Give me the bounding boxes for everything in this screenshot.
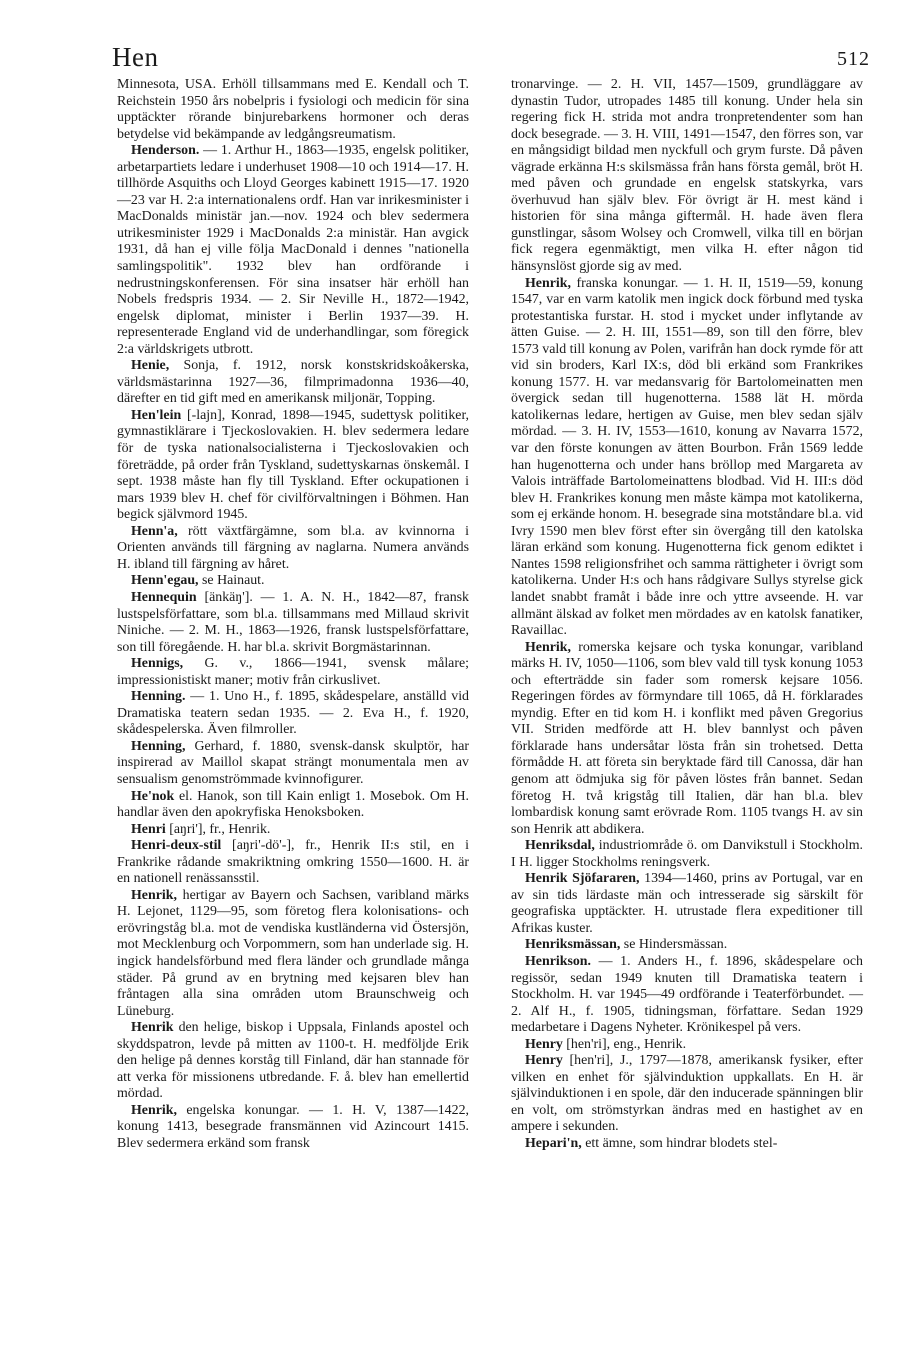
dictionary-entry (511, 1136, 863, 1153)
running-headword: Hen (112, 42, 159, 72)
entry-headword: Henrik, (525, 275, 571, 291)
entry-text: el. Hanok, son till Kain enligt 1. Mosebok. Om H. handlar även den apokryfiska Henoksboken. (117, 788, 469, 821)
entry-text: [hen'ri], eng., Henrik. (562, 1036, 687, 1052)
entry-headword: Henry (525, 1036, 563, 1052)
entry-headword: Henrik, (131, 887, 177, 903)
entry-text: Sonja, f. 1912, norsk konstskridskoåkerska, världsmästarinna 1927—36, filmprimadonna 1936—40, därefter en tid gift med en amerikansk miljonär, Topping. (117, 358, 469, 407)
entry-text: — 1. Arthur H., 1863—1935, engelsk politiker, arbetarpartiets ledare i underhuset 1908—10 och 1914—17. H. tillhörde Asquiths och Lloyd Georges kabinett 1915—17. 1920—23 var H. 2:a internationalens ordf. Han var inrikesminister i MacDonalds ministär jan.—nov. 1924 och blev sedermera utrikesminister 1929 i MacDonalds 2:a ministär. Han avgick 1931, då han ej ville följa MacDonald i dennes "nationella samlingspolitik". 1932 blev han ordförande i nedrustningskonferensen. För sina insatser här erhöll han Nobels fredspris 1934. — 2. Sir Neville H., 1872—1942, engelsk diplomat, minister i Berlin 1937—39. H. representerade England vid de underhandlingar, som föregick 2:a världskrigets utbrott. (117, 143, 469, 357)
dictionary-entry (117, 789, 469, 822)
entry-text: tronarvinge. — 2. H. VII, 1457—1509, grundläggare av dynastin Tudor, utropades 1485 till konung. Under hela sin regering fick H. strida mot andra tronpretendenter som han dock besegrade. — 3. H. VIII, 1491—1547, den förres son, var en mångsidigt bildad men nyckfull och grym furste. Då påven vägrade erkänna H:s skilsmässa från hans första gemål, bröt H. med påven och grundade en engelsk statskyrka, vars överhuvud han själv blev. För övrigt är H. mest känd i historien för sina många giftermål. H. hade även flera gunstlingar, såsom Wolsey och Cromwell, vilka till en början fick regera egenmäktigt, men vilka H. efter någon tid hänsynslöst gjorde sig av med. (511, 77, 863, 275)
dictionary-entry (117, 358, 469, 408)
dictionary-entry (117, 888, 469, 1020)
dictionary-entry (117, 1103, 469, 1153)
entry-headword: Henri-deux-stil (131, 838, 222, 854)
dictionary-entry (511, 871, 863, 937)
entry-text: [änkäŋ']. — 1. A. N. H., 1842—87, fransk lustspelsförfattare, som bl.a. tillsammans med Millaud skrivit Niniche. — 2. M. H., 1863—1926, fransk lustspelsförfattare, son till föregående. H. har bl.a. skrivit Borgmästarinnan. (117, 589, 469, 655)
entry-headword: Hennequin (131, 589, 197, 605)
entry-headword: Henn'a, (131, 523, 178, 539)
entry-text: G. v., 1866—1941, svensk målare; impressionistiskt maner; motiv från cirkuslivet. (117, 656, 469, 688)
dictionary-entry (117, 77, 469, 143)
page-header (112, 40, 872, 74)
dictionary-entry (511, 77, 863, 276)
entry-text: 1394—1460, prins av Portugal, var en av sin tids lärdaste män och intresserade sig särskilt för geografiska upptäckter. H. utrustade flera expeditioner till Afrikas kuster. (511, 871, 863, 936)
entry-text: den helige, biskop i Uppsala, Finlands apostel och skyddspatron, levde på mitten av 1100-t. H. medföljde Erik den helige på dennes korståg till Finland, där han stannade för att verka för missionens utbredande. F. å. blev han emellertid mördad. (117, 1020, 469, 1102)
dictionary-entry (117, 656, 469, 689)
entry-headword: Hen'lein (131, 407, 182, 423)
dictionary-entry (117, 143, 469, 358)
entry-text: [-lajn], Konrad, 1898—1945, sudettysk politiker, gymnastiklärare i Tjeckoslovakien. H. blev sedermera ledare för de tyska nationalsocialisterna i Tjeckoslovakien och företrädde, på order från Tyskland, sudettyskarnas önskemål. I sept. 1938 måste han fly till Tyskland. Efter ockupationen i mars 1939 blev H. chef för civilförvaltningen i Böhmen. Han begick självmord 1945. (117, 407, 469, 523)
entry-text: se Hainaut. (198, 573, 265, 589)
dictionary-entry (511, 1037, 863, 1054)
entry-headword: Henie, (131, 358, 170, 374)
entry-text: se Hindersmässan. (620, 937, 728, 953)
entry-headword: Henrik Sjöfararen, (525, 871, 640, 887)
dictionary-entry (511, 937, 863, 954)
entry-headword: Henriksmässan, (525, 937, 621, 953)
entry-headword: He'nok (131, 788, 175, 804)
dictionary-entry (117, 408, 469, 524)
entry-text: [hen'ri], J., 1797—1878, amerikansk fysiker, efter vilken en enhet för självinduktion uppkallats. En H. är självinduktionen i en spole, där den inducerade spänningen blir en volt, om strömstyrkan ändras med en hastighet av en ampere i sekunden. (511, 1053, 863, 1135)
right-column (511, 77, 863, 1153)
entry-headword: Henry (525, 1053, 563, 1069)
entry-text: ett ämne, som hindrar blodets stel- (581, 1136, 778, 1151)
left-column (117, 77, 469, 1153)
entry-headword: Hennigs, (131, 656, 184, 672)
dictionary-entry (117, 1020, 469, 1103)
dictionary-entry (117, 573, 469, 590)
entry-text: [aŋri'-dö'-], fr., Henrik II:s stil, en i Frankrike rådande smakriktning omkring 1550—1600. H. är en nationell renässansstil. (117, 838, 469, 887)
entry-text: — 1. Uno H., f. 1895, skådespelare, anställd vid Dramatiska teatern sedan 1935. — 2. Eva H., f. 1920, skådespelerska. Även filmroller. (117, 689, 469, 738)
dictionary-entry (117, 524, 469, 574)
entry-headword: Henriksdal, (525, 838, 595, 854)
dictionary-entry (511, 640, 863, 839)
entry-headword: Hepari'n, (525, 1136, 582, 1151)
entry-text: Minnesota, USA. Erhöll tillsammans med E. Kendall och T. Reichstein 1950 års nobelpris i fysiologi och medicin för sina upptäckter rörande binjurebarkens hormoner och deras betydelse vid bekämpande av ledgångsreumatism. (117, 77, 469, 142)
entry-headword: Henning. (131, 689, 186, 705)
entry-text: industriområde ö. om Danvikstull i Stockholm. I H. ligger Stockholms reningsverk. (511, 838, 863, 870)
entry-headword: Henrik (131, 1020, 174, 1036)
dictionary-entry (511, 1053, 863, 1136)
dictionary-entry (511, 838, 863, 871)
entry-headword: Henn'egau, (131, 573, 199, 589)
dictionary-entry (117, 739, 469, 789)
entry-text: [aŋri'], fr., Henrik. (165, 821, 271, 837)
dictionary-entry (117, 838, 469, 888)
entry-headword: Henning, (131, 738, 186, 754)
entry-text: Gerhard, f. 1880, svensk-dansk skulptör, har inspirerad av Maillol skapat strängt monumentala men av sensualism genomströmmade kvinnofigurer. (117, 738, 469, 787)
entry-headword: Henrikson. (525, 953, 591, 969)
entry-text: hertigar av Bayern och Sachsen, varibland märks H. Lejonet, 1129—95, som företog flera kolonisations- och erövringståg bl.a. mot de vendiska kustländerna vid Östersjön, mot Mecklenburg och Vorpommern, som han underlade sig. H. ingick handelsförbund med flera länder och grundlade många städer. På grund av en brytning med kejsaren blev han fråntagen alla sina områden utom Braunschweig och Lüneburg. (117, 887, 469, 1019)
entry-headword: Henri (131, 821, 166, 837)
entry-text: franska konungar. — 1. H. II, 1519—59, konung 1547, var en varm katolik men ingick dock förbund med tyska protestantiska furstar. H. stod i mycket under inflytande av ätten Guise. — 2. H. III, 1551—89, son till den förre, blev 1573 vald till konung av Polen, varifrån han dock rymde för att vid sin broders, Karl IX:s, död bli erkänd som Frankrikes konung 1577. H. var medansvarig för Bartolomeinatten men övergick sedan till hugenotterna. 1588 lät H. mörda katolikernas ledare, hertigen av Guise, men blev sedan själv mördad. — 3. H. IV, 1553—1610, konung av Navarra 1572, var den förste konungen av ätten Bourbon. Från 1569 ledde han hugenotterna och under hans bröllop med Margareta av Valois inträffade Bartolomeinattens blodbad. Vid H. III:s död blev H. Frankrikes konung men måste kämpa mot katolikerna, som ej erkände honom. H. besegrade sina motståndare bl.a. vid Ivry 1590 men blev först efter sin övergång till den katolska läran erkänd som konung. Hugenotterna fick genom ediktet i Nantes 1598 religionsfrihet och samma rättigheter i övrigt som katolikerna. Under H:s och hans rådgivare Sullys styrelse gick landet snabbt framåt i både inre och yttre avseende. H. var allmänt älskad av folket men mördades av en katolsk fanatiker, Ravaillac. (511, 275, 863, 639)
entry-text: — 1. Anders H., f. 1896, skådespelare och regissör, sedan 1949 knuten till Dramatiska teatern i Stockholm. H. var 1945—49 ordförande i Teaterförbundet. — 2. Alf H., f. 1905, tidningsman, författare. Sedan 1929 medarbetare i Dagens Nyheter. Krönikespel på vers. (511, 953, 863, 1036)
dictionary-entry (117, 822, 469, 839)
entry-text: romerska kejsare och tyska konungar, varibland märks H. IV, 1050—1106, som blev vald till tysk konung 1053 och efterträdde sin fader som romersk kejsare 1056. Regeringen fördes av förmyndare till 1065, då H. förklarades myndig. Efter en tid kom H. i konflikt med påven Gregorius VII. Striden medförde att H. blev bannlyst och påven förklarade hans undersåtar lösta från sin trohetsed. Detta förmådde H. att företa sin beryktade färd till Canossa, där han genom att ödmjuka sig för påven löstes från bannet. Sedan företog H. två krigståg till Italien, där han bl.a. blev lombardisk konung samt erövrade Rom. 1105 tvangs H. av sin son Henrik att abdikera. (511, 639, 863, 837)
dictionary-entry (511, 276, 863, 640)
dictionary-entry (117, 689, 469, 739)
dictionary-entry (117, 590, 469, 656)
entry-headword: Henrik, (131, 1102, 177, 1118)
dictionary-entry (511, 954, 863, 1037)
entry-headword: Henrik, (525, 639, 571, 655)
entry-text: rött växtfärgämne, som bl.a. av kvinnorna i Orienten används till färgning av naglarna. Numera används H. ibland till färgning av håret. (117, 523, 469, 572)
entry-text: engelska konungar. — 1. H. V, 1387—1422, konung 1413, besegrade fransmännen vid Azincourt 1415. Blev sedermera erkänd som fransk (117, 1102, 469, 1151)
page-number: 512 (837, 48, 870, 70)
entry-headword: Henderson. (131, 143, 200, 159)
